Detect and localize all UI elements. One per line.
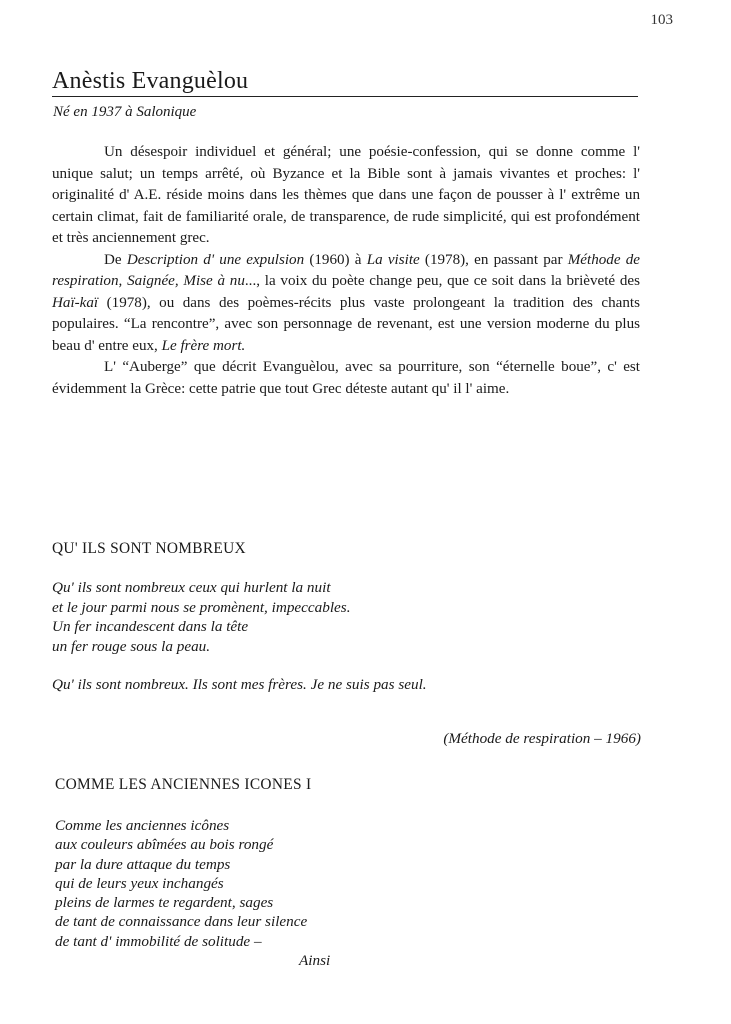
work-titles-list: Méthode de respiration, Saignée, Mise à nu — [52, 251, 640, 289]
work-title-haikai: Haï-kaï — [52, 294, 99, 311]
p2-text-5: (1978), ou dans des poèmes-récits plus vaste prolongeant la tradition des chants populaires. “La rencontre”, avec son personnage de revenant, est une version moderne du plus beau d' entre eux, — [52, 294, 640, 354]
intro-text — [52, 142, 640, 400]
poem1-stanza-1 — [52, 578, 427, 656]
poem1-title: QU' ILS SONT NOMBREUX — [52, 540, 246, 557]
poem-line: de tant d' immobilité de solitude – — [55, 932, 262, 950]
author-subtitle: Né en 1937 à Salonique — [53, 104, 197, 120]
poem2-body — [55, 816, 330, 970]
work-title-visite: La visite — [366, 251, 420, 268]
author-name: Anèstis Evanguèlou — [52, 68, 249, 94]
poem-line: par la dure attaque du temps — [55, 855, 231, 873]
poem-line: pleins de larmes te regardent, sages — [55, 894, 274, 912]
poem-line: aux couleurs abîmées au bois rongé — [55, 836, 274, 854]
intro-paragraph-3: L' “Auberge” que décrit Evanguèlou, avec sa pourriture, son “éternelle boue”, c' est évidemment la Grèce: cette patrie que tout Grec déteste autant qu' il l' aime. — [52, 359, 640, 397]
p2-text-1: De — [104, 251, 127, 268]
p2-text-4: ..., la voix du poète change peu, que ce soit dans la brièveté des — [244, 273, 640, 289]
p2-text-3: (1978), en passant par — [419, 251, 568, 268]
intro-paragraph-2 — [52, 250, 640, 358]
poem-line: qui de leurs yeux inchangés — [55, 874, 224, 892]
poem-line-ainsi: Ainsi — [299, 952, 331, 970]
title-rule — [52, 96, 638, 97]
poem1-citation: (Méthode de respiration – 1966) — [443, 730, 641, 747]
intro-paragraph-1: Un désespoir individuel et général; une poésie-confession, qui se donne comme l' unique salut; un temps arrêté, où Byzance et la Bible sont à jamais vivantes et proches: l' originalité d' A.E. réside moins dans les thèmes que dans une façon de pousser à l' extrême un certain climat, fait de familiarité orale, de transparence, de rude simplicité, qui est profondément et très anciennement grec. — [52, 144, 640, 246]
poem2-title: COMME LES ANCIENNES ICONES I — [55, 776, 312, 793]
poem-line: et le jour parmi nous se promènent, impeccables. — [52, 598, 351, 616]
poem-line: de tant de connaissance dans leur silence — [55, 913, 308, 931]
poem1-body — [52, 578, 427, 714]
p2-text-2: (1960) à — [304, 251, 367, 268]
poem-line: Un fer incandescent dans la tête — [52, 618, 249, 635]
page-number: 103 — [650, 12, 673, 28]
poem-line: un fer rouge sous la peau. — [52, 637, 211, 655]
work-title-description: Description d' une expulsion — [126, 251, 305, 268]
poem1-stanza-2 — [52, 675, 427, 695]
poem-line: Comme les anciennes icônes — [55, 817, 230, 834]
poem-line: Qu' ils sont nombreux ceux qui hurlent la nuit — [52, 579, 331, 596]
poem-line: Qu' ils sont nombreux. Ils sont mes frères. Je ne suis pas seul. — [52, 676, 427, 693]
work-title-frere-mort: Le frère mort. — [161, 337, 246, 354]
